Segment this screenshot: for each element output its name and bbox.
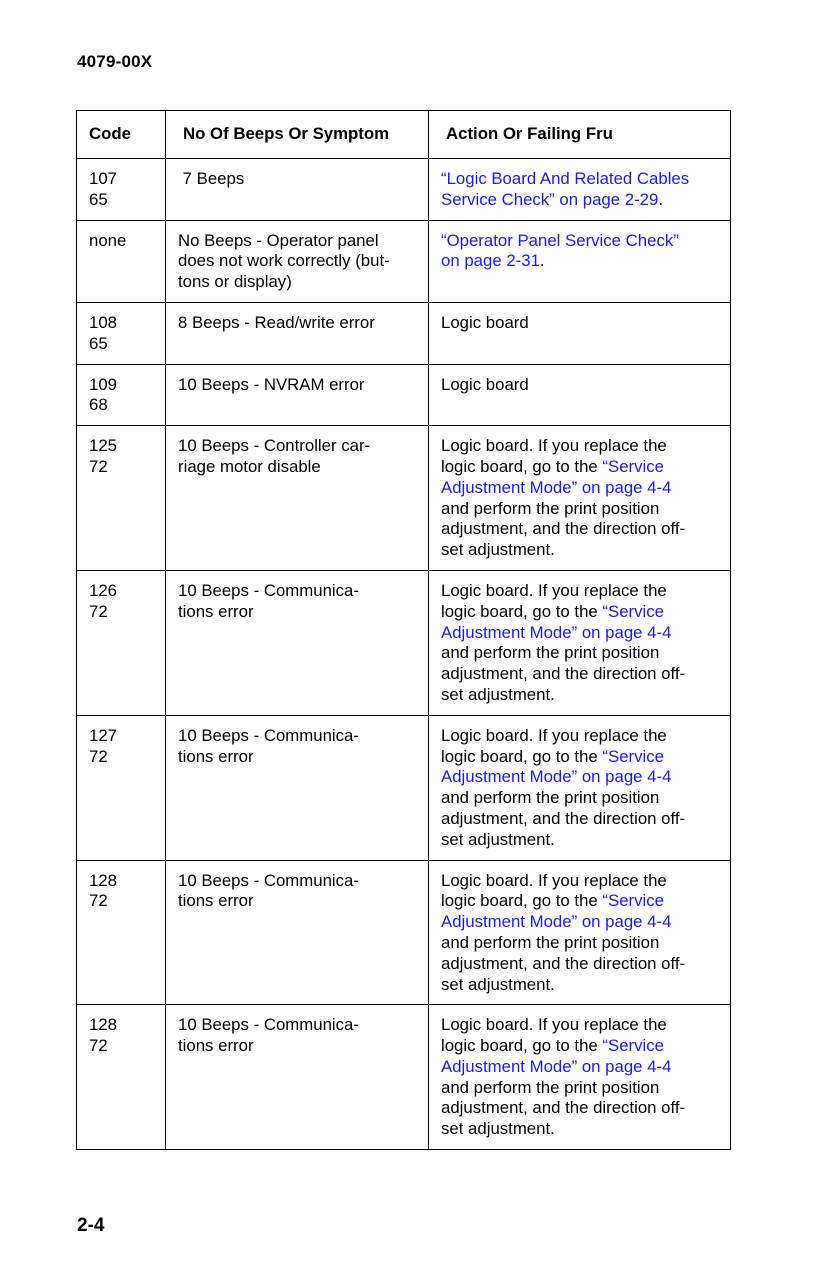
action-line bbox=[441, 1078, 718, 1099]
page-number: 2-4 bbox=[77, 1215, 105, 1236]
symptom-cell bbox=[166, 1005, 429, 1150]
table-row bbox=[77, 426, 731, 571]
code-cell bbox=[77, 220, 166, 302]
action-line bbox=[441, 809, 718, 830]
code-line: 72 bbox=[89, 891, 108, 911]
symptom-cell bbox=[166, 159, 429, 221]
code-line: 127 bbox=[89, 725, 117, 745]
code-line: 65 bbox=[89, 333, 108, 353]
action-line bbox=[441, 499, 718, 520]
header-action: Action Or Failing Fru bbox=[429, 111, 731, 159]
code-cell bbox=[77, 1005, 166, 1150]
cross-reference-link[interactable]: Adjustment Mode” on page 4-4 bbox=[441, 767, 672, 787]
cross-reference-link[interactable]: “Service bbox=[602, 456, 664, 476]
code-cell bbox=[77, 715, 166, 860]
cross-reference-link[interactable]: on page 2-31 bbox=[441, 251, 540, 271]
symptom-line: 10 Beeps - NVRAM error bbox=[178, 374, 365, 394]
action-line bbox=[441, 830, 718, 851]
action-line bbox=[441, 788, 718, 809]
symptom-cell bbox=[166, 860, 429, 1005]
code-line: 72 bbox=[89, 746, 108, 766]
symptom-cell bbox=[166, 364, 429, 426]
table-row bbox=[77, 220, 731, 302]
action-text: Logic board bbox=[441, 374, 529, 394]
action-text: logic board, go to the bbox=[441, 601, 603, 621]
action-line bbox=[441, 664, 718, 685]
action-cell bbox=[429, 715, 731, 860]
action-line bbox=[441, 251, 718, 272]
action-text: Logic board. If you replace the bbox=[441, 725, 667, 745]
code-cell bbox=[77, 364, 166, 426]
code-line: 68 bbox=[89, 395, 108, 415]
action-text: adjustment, and the direction off- bbox=[441, 953, 686, 973]
cross-reference-link[interactable]: “Service bbox=[602, 601, 664, 621]
action-line bbox=[441, 1036, 718, 1057]
action-line bbox=[441, 726, 718, 747]
action-text: Logic board. If you replace the bbox=[441, 580, 667, 600]
action-text: logic board, go to the bbox=[441, 891, 603, 911]
symptom-cell bbox=[166, 426, 429, 571]
action-cell bbox=[429, 570, 731, 715]
action-text: logic board, go to the bbox=[441, 1036, 603, 1056]
table-body bbox=[77, 159, 731, 1150]
action-text: adjustment, and the direction off- bbox=[441, 519, 686, 539]
code-cell bbox=[77, 302, 166, 364]
action-line bbox=[441, 190, 718, 211]
action-line bbox=[441, 871, 718, 892]
symptom-cell bbox=[166, 220, 429, 302]
symptom-line: tions error bbox=[178, 891, 254, 911]
cross-reference-link[interactable]: Adjustment Mode” on page 4-4 bbox=[441, 622, 672, 642]
action-line bbox=[441, 623, 718, 644]
action-line bbox=[441, 457, 718, 478]
action-cell bbox=[429, 302, 731, 364]
cross-reference-link[interactable]: Service Check” on page 2-29 bbox=[441, 189, 659, 209]
code-line: 126 bbox=[89, 580, 117, 600]
action-line bbox=[441, 519, 718, 540]
header-code: Code bbox=[77, 111, 166, 159]
action-cell bbox=[429, 159, 731, 221]
action-cell bbox=[429, 426, 731, 571]
cross-reference-link[interactable]: “Operator Panel Service Check” bbox=[441, 230, 679, 250]
cross-reference-link[interactable]: “Logic Board And Related Cables bbox=[441, 169, 690, 188]
cross-reference-link[interactable]: Adjustment Mode” on page 4-4 bbox=[441, 1056, 672, 1076]
code-cell bbox=[77, 860, 166, 1005]
code-line: 125 bbox=[89, 436, 117, 456]
action-line bbox=[441, 767, 718, 788]
symptom-cell bbox=[166, 302, 429, 364]
action-text: logic board, go to the bbox=[441, 746, 603, 766]
code-line: 72 bbox=[89, 1036, 108, 1056]
symptom-line: 10 Beeps - Communica- bbox=[178, 870, 359, 890]
action-line bbox=[441, 975, 718, 996]
action-text: and perform the print position bbox=[441, 643, 660, 663]
action-line bbox=[441, 581, 718, 602]
cross-reference-link[interactable]: Adjustment Mode” on page 4-4 bbox=[441, 912, 672, 932]
cross-reference-link[interactable]: “Service bbox=[602, 1036, 664, 1056]
action-text: set adjustment. bbox=[441, 1119, 555, 1139]
symptom-line: tons or display) bbox=[178, 272, 292, 292]
cross-reference-link[interactable]: “Service bbox=[602, 891, 664, 911]
action-line bbox=[441, 933, 718, 954]
action-text: and perform the print position bbox=[441, 788, 660, 808]
action-line bbox=[441, 231, 718, 252]
table-header-row bbox=[77, 111, 731, 159]
action-line bbox=[441, 747, 718, 768]
action-line bbox=[441, 1119, 718, 1140]
action-line bbox=[441, 169, 718, 190]
action-line bbox=[441, 912, 718, 933]
action-line bbox=[441, 891, 718, 912]
action-cell bbox=[429, 220, 731, 302]
symptom-line: does not work correctly (but- bbox=[178, 251, 390, 271]
action-line bbox=[441, 643, 718, 664]
action-cell bbox=[429, 1005, 731, 1150]
action-line bbox=[441, 1098, 718, 1119]
action-text: set adjustment. bbox=[441, 974, 555, 994]
action-text: adjustment, and the direction off- bbox=[441, 808, 686, 828]
code-line: 72 bbox=[89, 601, 108, 621]
action-text: . bbox=[658, 189, 664, 209]
action-text: Logic board bbox=[441, 312, 529, 332]
action-line bbox=[441, 685, 718, 706]
document-id: 4079-00X bbox=[77, 52, 153, 71]
action-text: set adjustment. bbox=[441, 684, 555, 704]
table-row bbox=[77, 570, 731, 715]
cross-reference-link[interactable]: Adjustment Mode” on page 4-4 bbox=[441, 477, 672, 497]
table-row bbox=[77, 1005, 731, 1150]
action-text: Logic board. If you replace the bbox=[441, 436, 667, 456]
code-line: none bbox=[89, 230, 127, 250]
action-line bbox=[441, 540, 718, 561]
action-text: adjustment, and the direction off- bbox=[441, 1098, 686, 1118]
code-line: 128 bbox=[89, 870, 117, 890]
action-line bbox=[441, 1015, 718, 1036]
symptom-line: 10 Beeps - Controller car- bbox=[178, 436, 371, 456]
action-line bbox=[441, 313, 718, 334]
action-text: and perform the print position bbox=[441, 498, 660, 518]
code-line: 128 bbox=[89, 1015, 117, 1035]
action-cell bbox=[429, 364, 731, 426]
symptom-cell bbox=[166, 570, 429, 715]
symptom-cell bbox=[166, 715, 429, 860]
action-text: and perform the print position bbox=[441, 1077, 660, 1097]
symptom-line: tions error bbox=[178, 746, 254, 766]
action-text: Logic board. If you replace the bbox=[441, 1015, 667, 1035]
action-line bbox=[441, 436, 718, 457]
action-line bbox=[441, 602, 718, 623]
table-row bbox=[77, 302, 731, 364]
action-text: Logic board. If you replace the bbox=[441, 870, 667, 890]
symptom-line: tions error bbox=[178, 1036, 254, 1056]
symptom-line: 10 Beeps - Communica- bbox=[178, 1015, 359, 1035]
action-text: set adjustment. bbox=[441, 540, 555, 560]
code-line: 72 bbox=[89, 456, 108, 476]
action-text: logic board, go to the bbox=[441, 456, 603, 476]
symptom-line: No Beeps - Operator panel bbox=[178, 230, 379, 250]
table-row bbox=[77, 715, 731, 860]
symptom-line: 7 Beeps bbox=[178, 169, 245, 188]
code-line: 108 bbox=[89, 312, 117, 332]
code-cell bbox=[77, 159, 166, 221]
action-line bbox=[441, 478, 718, 499]
symptom-line: tions error bbox=[178, 601, 254, 621]
header-symptom: No Of Beeps Or Symptom bbox=[166, 111, 429, 159]
action-text: . bbox=[539, 251, 545, 271]
symptom-line: riage motor disable bbox=[178, 456, 321, 476]
code-line: 65 bbox=[89, 189, 108, 209]
action-text: adjustment, and the direction off- bbox=[441, 664, 686, 684]
cross-reference-link[interactable]: “Service bbox=[602, 746, 664, 766]
symptom-line: 10 Beeps - Communica- bbox=[178, 580, 359, 600]
action-line bbox=[441, 375, 718, 396]
table-row bbox=[77, 860, 731, 1005]
table-row bbox=[77, 159, 731, 221]
action-text: set adjustment. bbox=[441, 829, 555, 849]
symptom-line: 8 Beeps - Read/write error bbox=[178, 312, 375, 332]
code-line: 107 bbox=[89, 169, 117, 188]
code-line: 109 bbox=[89, 374, 117, 394]
action-line bbox=[441, 954, 718, 975]
table-row bbox=[77, 364, 731, 426]
error-code-table bbox=[76, 110, 731, 1150]
action-line bbox=[441, 1057, 718, 1078]
code-cell bbox=[77, 426, 166, 571]
code-cell bbox=[77, 570, 166, 715]
action-text: and perform the print position bbox=[441, 932, 660, 952]
action-cell bbox=[429, 860, 731, 1005]
symptom-line: 10 Beeps - Communica- bbox=[178, 725, 359, 745]
